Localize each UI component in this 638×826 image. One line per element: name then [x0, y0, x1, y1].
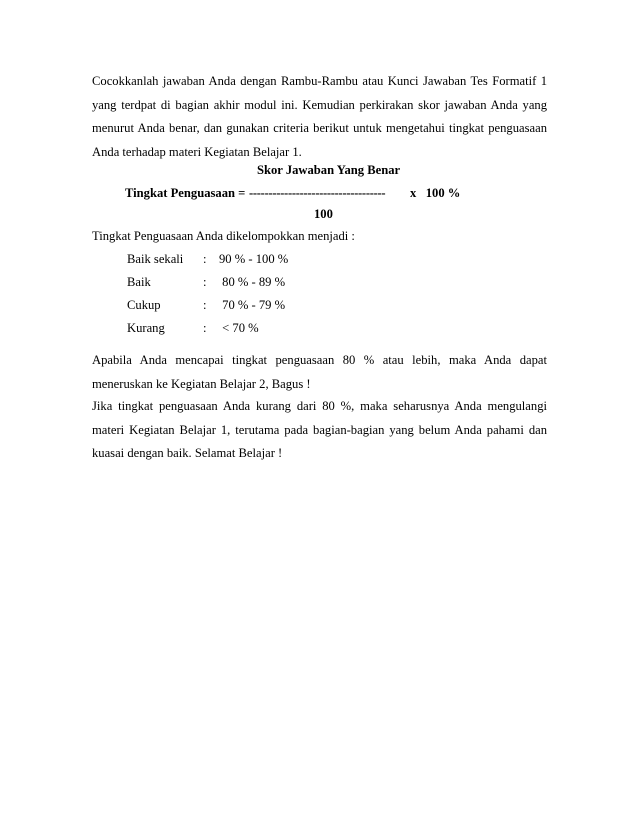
grouping-intro: Tingkat Penguasaan Anda dikelompokkan menjadi :	[92, 229, 355, 243]
criteria-range: 70 % - 79 %	[219, 298, 286, 312]
pass-paragraph: Apabila Anda mencapai tingkat penguasaan 80 % atau lebih, maka Anda dapat meneruskan ke Kegiatan Belajar 2, Bagus !	[92, 353, 547, 391]
formula-fraction-bar: -----------------------------------	[249, 186, 386, 200]
criteria-category: Baik	[127, 275, 151, 289]
fail-paragraph: Jika tingkat penguasaan Anda kurang dari 80 %, maka seharusnya Anda mengulangi materi Kegiatan Belajar 1, terutama pada bagian-bagian yang belum Anda pahami dan kuasai dengan baik. Selamat Belajar !	[92, 399, 547, 460]
formula-denominator: 100	[314, 207, 333, 221]
criteria-range: < 70 %	[219, 321, 259, 335]
formula-multiplier: x 100 %	[410, 186, 461, 200]
intro-paragraph: Cocokkanlah jawaban Anda dengan Rambu-Rambu atau Kunci Jawaban Tes Formatif 1 yang terdpat di bagian akhir modul ini. Kemudian perkirakan skor jawaban Anda yang menurut Anda benar, dan gunakan criteria berikut untuk mengetahui tingkat penguasaan Anda terhadap materi Kegiatan Belajar 1.	[92, 74, 547, 159]
criteria-category: Kurang	[127, 321, 165, 335]
criteria-category: Baik sekali	[127, 252, 184, 266]
formula-lhs: Tingkat Penguasaan =	[125, 186, 246, 200]
criteria-category: Cukup	[127, 298, 161, 312]
criteria-colon: :	[203, 252, 207, 266]
formula-numerator: Skor Jawaban Yang Benar	[257, 163, 401, 177]
criteria-colon: :	[203, 298, 207, 312]
criteria-colon: :	[203, 321, 207, 335]
criteria-range: 80 % - 89 %	[219, 275, 286, 289]
criteria-colon: :	[203, 275, 207, 289]
criteria-range: 90 % - 100 %	[219, 252, 289, 266]
